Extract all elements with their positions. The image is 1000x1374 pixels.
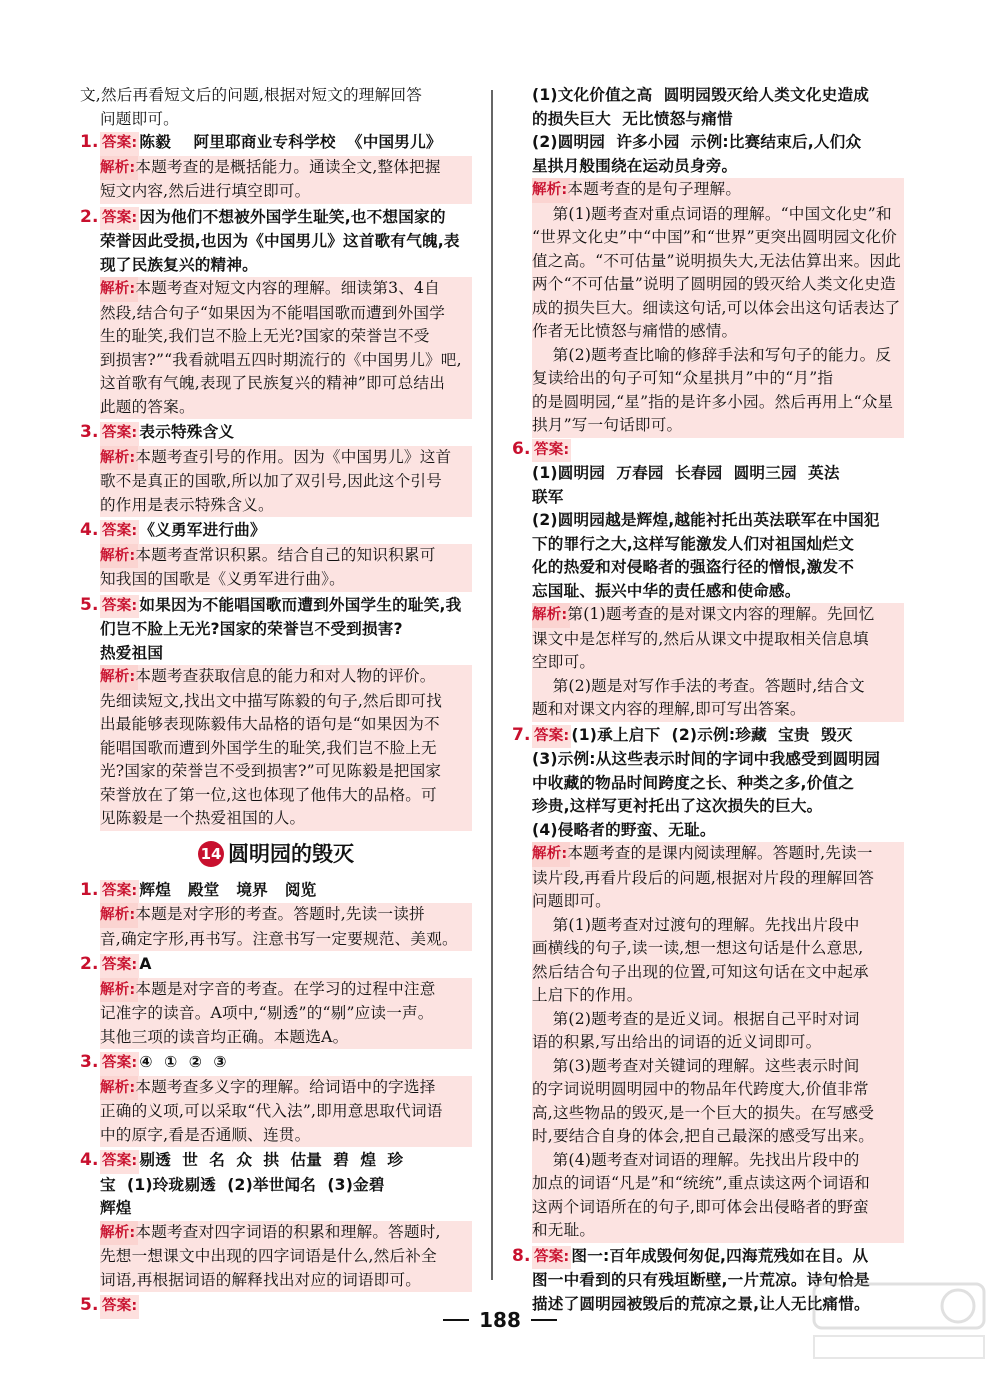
analysis-line <box>100 1026 472 1050</box>
answer-label: 答案: <box>100 880 139 904</box>
answer-text: ④ ① ② ③ <box>139 1053 227 1071</box>
analysis-text: 高,这些物品的毁灭,是一个巨大的损失。在写感受 <box>532 1103 874 1122</box>
answer-label: 答案: <box>100 520 139 544</box>
analysis-text: 课文中是怎样写的,然后从课文中提取相关信息填 <box>532 629 869 648</box>
question-number: 8. <box>512 1245 531 1266</box>
answer-label: 答案: <box>100 1295 139 1319</box>
analysis-text: 拱月”写一句话即可。 <box>532 416 683 434</box>
footer-dash-left <box>443 1319 469 1321</box>
answer-line <box>80 594 472 619</box>
analysis-line <box>532 273 904 297</box>
analysis-text: 生的耻笑,我们岂不脸上无光?国家的荣誉岂不受 <box>100 327 430 345</box>
analysis-line <box>100 1269 472 1293</box>
analysis-block <box>512 603 904 722</box>
analysis-line <box>532 628 904 652</box>
answer-label: 答案: <box>100 422 139 446</box>
analysis-block <box>80 156 472 204</box>
analysis-line <box>532 1149 904 1173</box>
analysis-text: 此题的答案。 <box>100 397 195 416</box>
analysis-text: 本题考查的是句子理解。 <box>567 180 742 198</box>
analysis-text: 这首歌有气魄,表现了民族复兴的精神”即可总结出 <box>100 374 445 392</box>
question-item <box>80 421 472 517</box>
analysis-label: 解析: <box>100 981 136 998</box>
analysis-text: 音,确定字形,再书写。注意书写一定要规范、美观。 <box>100 929 458 948</box>
intro-line: 问题即可。 <box>100 109 179 128</box>
analysis-line <box>100 470 472 494</box>
analysis-line <box>100 446 472 471</box>
analysis-line <box>100 713 472 737</box>
analysis-line <box>532 1055 904 1079</box>
answer-text: (2)圆明园 许多小园 示例:比赛结束后,人们众 <box>532 133 862 151</box>
analysis-line <box>532 297 904 321</box>
question-item <box>80 131 472 204</box>
answer-line <box>80 254 472 278</box>
analysis-line <box>532 842 904 867</box>
analysis-text: 见陈毅是一个热爱祖国的人。 <box>100 809 306 827</box>
analysis-text: 时,要结合自身的体会,把自己最深的感受写出来。 <box>532 1127 874 1145</box>
answer-label: 答案: <box>532 725 571 749</box>
answer-label: 答案: <box>100 132 139 156</box>
analysis-text: 复读给出的句子可知“众星拱月”中的“月”指 <box>532 369 834 387</box>
analysis-text: 能唱国歌而遭到外国学生的耻笑,我们岂不脸上无 <box>100 738 437 757</box>
analysis-block <box>80 1221 472 1293</box>
answer-line <box>512 131 904 155</box>
answer-text: 下的罪行之大,这样写能激发人们对祖国灿烂文 <box>532 534 854 553</box>
answer-line <box>512 1245 904 1270</box>
analysis-line <box>532 603 904 628</box>
answer-text: 星拱月般围绕在运动员身旁。 <box>532 156 738 175</box>
analysis-text: 和无耻。 <box>532 1221 596 1239</box>
watermark-logo <box>810 1278 988 1364</box>
analysis-line <box>100 903 472 928</box>
answer-line <box>512 509 904 533</box>
analysis-line <box>532 675 904 699</box>
analysis-label: 解析: <box>100 281 136 297</box>
analysis-line <box>532 1078 904 1102</box>
analysis-text: 上启下的作用。 <box>532 986 643 1004</box>
analysis-label: 解析: <box>100 159 136 176</box>
analysis-line <box>532 1031 904 1055</box>
answer-text: (3)示例:从这些表示时间的字词中我感受到圆明园 <box>532 750 881 768</box>
analysis-line <box>100 494 472 518</box>
analysis-text: 的字词说明圆明园中的物品年代跨度大,价值非常 <box>532 1080 869 1098</box>
analysis-text: 先细读短文,找出文中描写陈毅的句子,然后即可找 <box>100 691 442 710</box>
answer-line <box>512 772 904 796</box>
analysis-line <box>100 544 472 569</box>
analysis-line <box>100 156 472 181</box>
analysis-line <box>100 1100 472 1124</box>
answer-text: (2)圆明园越是辉煌,越能衬托出英法联军在中国犯 <box>532 511 880 529</box>
analysis-text: 本题考查的是概括能力。通读全文,整体把握 <box>135 157 441 176</box>
analysis-line <box>100 396 472 420</box>
analysis-text: 短文内容,然后进行填空即可。 <box>100 182 311 200</box>
analysis-text: 第(2)题考查比喻的修辞手法和写句子的能力。反 <box>532 345 892 364</box>
answer-text: 陈毅 阿里耶商业专科学校 《中国男儿》 <box>139 133 442 151</box>
question-item <box>80 519 472 592</box>
question-number: 2. <box>80 206 99 227</box>
analysis-line <box>100 807 472 831</box>
analysis-line <box>532 226 904 250</box>
answer-text: (1)承上启下 (2)示例:珍藏 宝贵 毁灭 <box>571 725 853 744</box>
analysis-block <box>80 665 472 831</box>
analysis-text: 问题即可。 <box>532 892 611 910</box>
analysis-text: 第(4)题考查对词语的理解。先找出片段中的 <box>532 1150 860 1169</box>
answer-label: 答案: <box>532 1246 571 1270</box>
analysis-block <box>80 446 472 518</box>
answer-text: 《义勇军进行曲》 <box>139 521 266 539</box>
answer-line <box>512 108 904 132</box>
analysis-line <box>532 203 904 227</box>
analysis-line <box>532 961 904 985</box>
analysis-text: 读片段,再看片段后的问题,根据对片段的理解回答 <box>532 868 874 887</box>
analysis-text: 语的积累,写出给出的词语的近义词即可。 <box>532 1033 822 1051</box>
question-number: 2. <box>80 954 99 974</box>
question-item <box>512 724 904 1243</box>
lesson-title-text: 圆明园的毁灭 <box>228 841 354 866</box>
answer-line <box>512 819 904 843</box>
analysis-line <box>100 568 472 592</box>
question-item <box>80 206 472 420</box>
analysis-text: 然后结合句子出现的位置,可知这句话在文中起承 <box>532 962 869 981</box>
question-number: 4. <box>80 1150 99 1170</box>
analysis-label: 解析: <box>100 907 136 923</box>
right-column <box>512 84 904 1318</box>
answer-label: 答案: <box>100 207 139 231</box>
analysis-line <box>100 325 472 349</box>
analysis-text: 其他三项的读音均正确。本题选A。 <box>100 1027 349 1046</box>
analysis-text: “世界文化史”中“中国”和“世界”更突出圆明园文化价 <box>532 228 897 246</box>
analysis-line <box>532 651 904 675</box>
analysis-text: 第(3)题考查对关键词的理解。这些表示时间 <box>532 1056 860 1075</box>
answer-text: 中收藏的物品时间跨度之长、种类之多,价值之 <box>532 773 854 792</box>
analysis-text: 第(1)题考查的是对课文内容的理解。先回忆 <box>567 605 875 623</box>
analysis-line <box>100 372 472 396</box>
answer-line <box>80 953 472 978</box>
analysis-label: 解析: <box>100 547 136 564</box>
answer-label: 答案: <box>100 954 139 978</box>
analysis-text: 两个“不可估量”说明了圆明园的毁灭给人类文化史造 <box>532 275 896 293</box>
analysis-text: 正确的义项,可以采取“代入法”,即用意思取代词语 <box>100 1102 443 1120</box>
analysis-text: 知我国的国歌是《义勇军进行曲》。 <box>100 570 345 588</box>
analysis-text: 第(1)题考查对过渡句的理解。先找出片段中 <box>532 915 860 934</box>
analysis-text: 本题考查引号的作用。因为《中国男儿》这首 <box>135 447 452 466</box>
analysis-text: 本题考查多义字的理解。给词语中的字选择 <box>135 1077 436 1096</box>
analysis-label: 解析: <box>532 846 568 862</box>
lesson-number-badge: 14 <box>198 841 224 867</box>
analysis-text: 荣誉放在了第一位,这也体现了他伟大的品格。可 <box>100 785 437 804</box>
analysis-text: 本题考查常识积累。结合自己的知识积累可 <box>135 545 436 564</box>
answer-line <box>80 879 472 904</box>
answer-text: 热爱祖国 <box>100 643 164 662</box>
footer-dash-right <box>531 1319 557 1321</box>
analysis-text: 本题考查的是课内阅读理解。答题时,先读一 <box>567 844 873 862</box>
analysis-label: 解析: <box>100 449 136 466</box>
answer-text: 们岂不脸上无光?国家的荣誉岂不受到损害? <box>100 620 403 638</box>
answer-line <box>80 206 472 231</box>
analysis-text: 本题是对字音的考查。在学习的过程中注意 <box>135 979 436 998</box>
analysis-line <box>100 928 472 952</box>
analysis-text: 本题是对字形的考查。答题时,先读一读拼 <box>135 905 425 923</box>
question-number: 5. <box>80 594 99 615</box>
question-number: 1. <box>80 879 99 900</box>
analysis-label: 解析: <box>100 1224 136 1241</box>
answer-line <box>80 230 472 254</box>
analysis-line <box>100 1245 472 1269</box>
answer-line <box>80 1174 472 1198</box>
analysis-text: 出最能够表现陈毅伟大品格的语句是“如果因为不 <box>100 715 440 733</box>
analysis-line <box>532 391 904 415</box>
analysis-text: 值之高。“不可估量”说明损失大,无法估算出来。因此 <box>532 251 901 270</box>
analysis-text: 题和对课文内容的理解,即可写出答案。 <box>532 700 806 718</box>
answer-line <box>80 642 472 666</box>
answer-line <box>80 618 472 642</box>
analysis-line <box>100 690 472 714</box>
analysis-line <box>532 320 904 344</box>
answer-text: 荣誉因此受损,也因为《中国男儿》这首歌有气魄,表 <box>100 232 460 250</box>
analysis-line <box>100 1124 472 1148</box>
analysis-line <box>532 1219 904 1243</box>
answer-line <box>512 556 904 580</box>
answer-label: 答案: <box>100 1150 139 1174</box>
analysis-text: 本题考查对四字词语的积累和理解。答题时, <box>135 1222 441 1241</box>
analysis-block <box>80 544 472 592</box>
analysis-line <box>532 250 904 274</box>
answer-text: 图一:百年成毁何匆促,四海荒残如在目。从 <box>571 1246 869 1265</box>
answer-text: 珍贵,这样写更衬托出了这次损失的巨大。 <box>532 797 823 815</box>
answer-line <box>512 462 904 486</box>
analysis-block <box>80 978 472 1050</box>
analysis-line <box>532 1008 904 1032</box>
analysis-line <box>100 1221 472 1246</box>
question-number: 3. <box>80 1052 99 1072</box>
answer-line <box>80 1051 472 1076</box>
answer-text: 表示特殊含义 <box>139 423 235 441</box>
question-item <box>80 879 472 952</box>
question-number: 3. <box>80 422 99 442</box>
answer-line <box>512 533 904 557</box>
analysis-text: 作者无比愤怒与痛惜的感情。 <box>532 322 738 340</box>
answer-line <box>512 486 904 510</box>
analysis-line <box>100 302 472 326</box>
analysis-line <box>532 698 904 722</box>
question-item <box>80 1051 472 1147</box>
analysis-line <box>100 1076 472 1101</box>
analysis-block <box>512 178 904 438</box>
analysis-text: 中的原字,看是否通顺、连贯。 <box>100 1125 311 1144</box>
analysis-block <box>80 903 472 951</box>
answer-line <box>512 795 904 819</box>
answer-text: (1)圆明园 万春园 长春园 圆明三园 英法 <box>532 464 840 482</box>
analysis-line <box>532 1102 904 1126</box>
analysis-line <box>100 180 472 204</box>
analysis-text: 画横线的句子,读一读,想一想这句话是什么意思, <box>532 939 864 957</box>
analysis-line <box>532 1125 904 1149</box>
analysis-block <box>512 842 904 1243</box>
analysis-text: 第(2)题考查的是近义词。根据自己平时对词 <box>532 1009 860 1028</box>
analysis-text: 本题考查对短文内容的理解。细读第3、4自 <box>135 279 440 297</box>
answer-text: 宝 (1)玲珑剔透 (2)举世闻名 (3)金碧 <box>100 1175 385 1194</box>
answer-text: 化的热爱和对侵略者的强盗行径的憎恨,激发不 <box>532 558 854 576</box>
answer-line <box>512 580 904 604</box>
analysis-label: 解析: <box>532 182 568 198</box>
answer-line <box>512 155 904 179</box>
answer-text: 辉煌 <box>100 1199 132 1217</box>
analysis-line <box>100 760 472 784</box>
answer-label: 答案: <box>100 595 139 619</box>
answer-text: 如果因为不能唱国歌而遭到外国学生的耻笑,我 <box>139 595 462 614</box>
analysis-line <box>532 1172 904 1196</box>
analysis-text: 歌不是真正的国歌,所以加了双引号,因此这个引号 <box>100 472 442 490</box>
analysis-block <box>80 277 472 419</box>
answer-line <box>512 724 904 749</box>
analysis-text: 记准字的读音。A项中,“剔透”的“剔”应读一声。 <box>100 1004 434 1022</box>
analysis-line <box>100 1002 472 1026</box>
answer-text: 因为他们不想被外国学生耻笑,也不想国家的 <box>139 207 446 226</box>
answer-line <box>80 519 472 544</box>
analysis-line <box>532 344 904 368</box>
analysis-line <box>100 737 472 761</box>
lesson-title <box>80 839 472 869</box>
analysis-label: 解析: <box>532 607 568 623</box>
question-item <box>80 594 472 831</box>
analysis-text: 的作用是表示特殊含义。 <box>100 495 274 514</box>
question-number: 1. <box>80 132 99 152</box>
analysis-text: 到损害?”“我看就唱五四时期流行的《中国男儿》吧, <box>100 350 462 369</box>
analysis-line <box>532 867 904 891</box>
analysis-line <box>100 349 472 373</box>
analysis-line <box>100 277 472 302</box>
analysis-text: 光?国家的荣誉岂不受到损害?”可见陈毅是把国家 <box>100 762 442 780</box>
analysis-label: 解析: <box>100 1079 136 1096</box>
question-item <box>80 953 472 1049</box>
analysis-line <box>532 178 904 203</box>
analysis-line <box>100 978 472 1003</box>
question-number: 4. <box>80 520 99 540</box>
answer-text: 联军 <box>532 487 564 506</box>
analysis-line <box>532 890 904 914</box>
analysis-text: 本题考查获取信息的能力和对人物的评价。 <box>135 667 436 685</box>
answer-text: 图一中看到的只有残垣断壁,一片荒凉。诗句恰是 <box>532 1271 870 1289</box>
answer-line <box>512 438 904 463</box>
analysis-text: 加点的词语“凡是”和“统统”,重点读这两个词语和 <box>532 1174 870 1192</box>
analysis-line <box>100 784 472 808</box>
answer-line <box>80 1197 472 1221</box>
answer-label: 答案: <box>532 439 571 463</box>
analysis-line <box>532 414 904 438</box>
answer-text: 剔透 世 名 众 拱 估量 碧 煌 珍 <box>139 1151 404 1169</box>
analysis-line <box>532 984 904 1008</box>
analysis-line <box>532 367 904 391</box>
answer-text: 辉煌 殿堂 境界 阅览 <box>139 880 317 899</box>
question-number: 7. <box>512 724 531 745</box>
left-column <box>80 84 472 1321</box>
answer-text: 的损失巨大 无比愤怒与痛惜 <box>532 109 733 128</box>
answer-text: (1)文化价值之高 圆明园毁灭给人类文化史造成 <box>532 86 870 104</box>
answer-line <box>80 1149 472 1174</box>
analysis-line <box>532 937 904 961</box>
page-number: 188 <box>479 1308 521 1332</box>
analysis-text: 词语,再根据词语的解释找出对应的词语即可。 <box>100 1270 422 1289</box>
analysis-text: 先想一想课文中出现的四字词语是什么,然后补全 <box>100 1247 437 1265</box>
question-item <box>512 438 904 722</box>
analysis-label: 解析: <box>100 669 136 685</box>
analysis-line <box>532 1196 904 1220</box>
column-divider <box>491 90 493 1280</box>
question-number: 6. <box>512 438 531 459</box>
answer-line <box>80 421 472 446</box>
intro-line: 文,然后再看短文后的问题,根据对短文的理解回答 <box>80 86 422 104</box>
analysis-block <box>80 1076 472 1148</box>
answer-line <box>512 748 904 772</box>
analysis-text: 的是圆明园,“星”指的是许多小园。然后再用上“众星 <box>532 392 894 411</box>
analysis-text: 第(2)题是对写作手法的考查。答题时,结合文 <box>532 676 865 695</box>
answer-line <box>80 131 472 156</box>
answer-text: (4)侵略者的野蛮、无耻。 <box>532 820 716 839</box>
answer-text: 忘国耻、振兴中华的责任感和使命感。 <box>532 581 801 600</box>
answer-text: 描述了圆明园被毁后的荒凉之景,让人无比痛惜。 <box>532 1294 870 1313</box>
answer-label: 答案: <box>100 1052 139 1076</box>
analysis-text: 第(1)题考查对重点词语的理解。“中国文化史”和 <box>532 204 892 223</box>
analysis-text: 成的损失巨大。细读这句话,可以体会出这句话表达了 <box>532 298 901 317</box>
answer-text: A <box>139 955 152 973</box>
question-item <box>80 1149 472 1292</box>
analysis-text: 空即可。 <box>532 653 596 671</box>
answer-text: 现了民族复兴的精神。 <box>100 255 258 274</box>
analysis-text: 然段,结合句子“如果因为不能唱国歌而遭到外国学 <box>100 303 445 322</box>
answer-line <box>512 84 904 108</box>
analysis-line <box>532 914 904 938</box>
analysis-line <box>100 665 472 690</box>
analysis-text: 这两个词语所在的句子,即可体会出侵略者的野蛮 <box>532 1197 869 1216</box>
question-number: 5. <box>80 1295 99 1315</box>
